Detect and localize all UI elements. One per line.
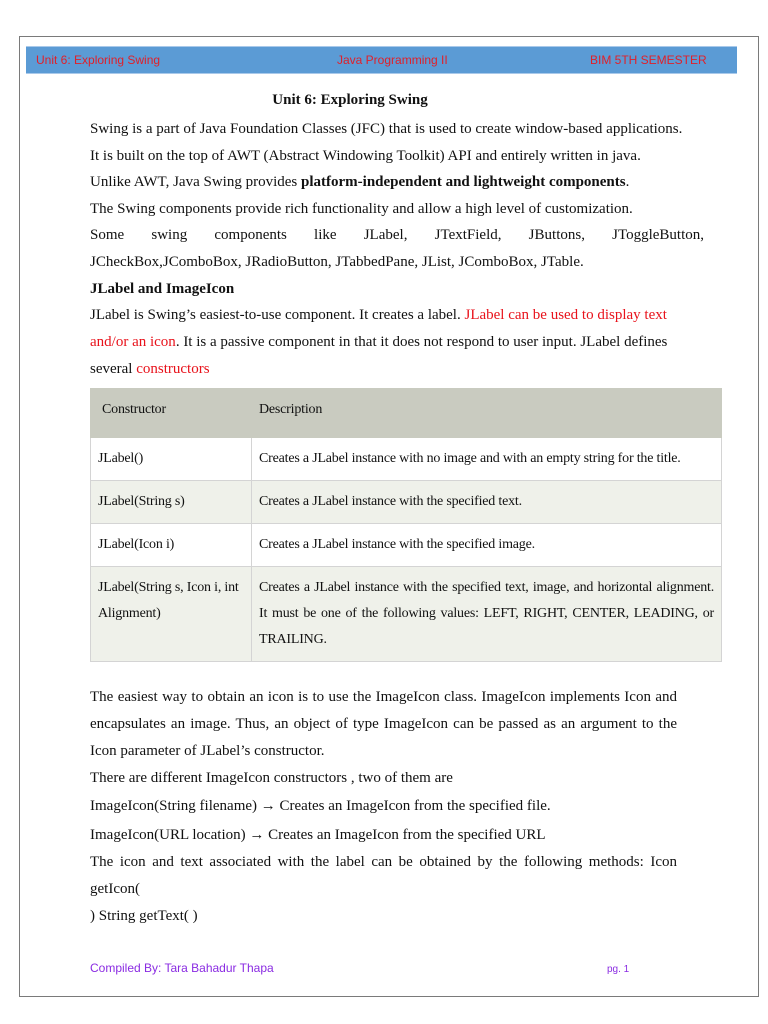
paragraph-line: [90, 360, 677, 378]
description-cell: Creates a JLabel instance with the specified text.: [252, 481, 722, 524]
document-title: Unit 6: Exploring Swing: [272, 92, 428, 108]
footer-page-number: pg. 1: [607, 964, 630, 975]
description-cell: Creates a JLabel instance with no image and with an empty string for the title.: [252, 438, 722, 481]
paragraph-line: The Swing components provide rich functionality and allow a high level of customization.: [90, 201, 633, 217]
paragraph-line: ImageIcon(String filename) → Creates an ImageIcon from the specified file.: [90, 798, 551, 814]
text: several: [90, 361, 137, 377]
header-cell: Description: [252, 389, 722, 438]
table-and-following-text: [90, 388, 722, 930]
highlight-text: constructors: [136, 361, 210, 377]
table-row: [91, 438, 722, 481]
following-paragraphs: [90, 684, 677, 930]
text: .: [625, 174, 630, 190]
description-cell: Creates a JLabel instance with the specified image.: [252, 524, 722, 567]
constructor-cell: JLabel(String s): [91, 481, 252, 524]
constructor-cell: JLabel(): [91, 438, 252, 481]
paragraph-line: [90, 173, 677, 191]
header-course: Java Programming II: [337, 53, 448, 67]
highlight-text: JLabel can be used to display text: [464, 307, 667, 323]
paragraph-line: ImageIcon(URL location) → Creates an ImageIcon from the specified URL: [90, 827, 546, 843]
text: Unlike AWT, Java Swing provides: [90, 174, 301, 190]
paragraph-line: JCheckBox,JComboBox, JRadioButton, JTabbedPane, JList, JComboBox, JTable.: [90, 254, 584, 270]
paragraph-line: encapsulates an image. Thus, an object of type ImageIcon can be passed as an argument to the: [90, 716, 677, 732]
constructor-table: [90, 388, 722, 662]
description-cell: Creates a JLabel instance with the specified text, image, and horizontal alignment. It must be one of the following values: LEFT, RIGHT, CENTER, LEADING, or TRAILING.: [252, 567, 722, 662]
page-header-bar: [26, 46, 737, 74]
paragraph-line: There are different ImageIcon constructors , two of them are: [90, 770, 453, 786]
footer-author: Compiled By: Tara Bahadur Thapa: [90, 961, 274, 975]
paragraph-line: Icon parameter of JLabel’s constructor.: [90, 743, 325, 759]
table-header-row: [91, 389, 722, 438]
text: JLabel is Swing’s easiest-to-use component. It creates a label.: [90, 307, 465, 323]
constructor-cell: JLabel(String s, Icon i, int Alignment): [91, 567, 252, 662]
paragraph-line: [90, 306, 677, 324]
header-unit: Unit 6: Exploring Swing: [36, 53, 161, 67]
header-semester: BIM 5TH SEMESTER: [590, 53, 707, 67]
text: . It is a passive component in that it does not respond to user input. JLabel defines: [175, 334, 668, 350]
constructor-cell: JLabel(Icon i): [91, 524, 252, 567]
table-row: [91, 567, 722, 662]
paragraph-line: ) String getText( ): [90, 908, 198, 924]
paragraph-line: The easiest way to obtain an icon is to use the ImageIcon class. ImageIcon implements Icon and: [90, 689, 677, 705]
paragraph-line: The icon and text associated with the label can be obtained by the following methods: Icon getIcon(: [90, 854, 677, 897]
highlight-text: and/or an icon: [90, 334, 176, 350]
paragraph-line: [90, 333, 677, 351]
paragraph-line: Swing is a part of Java Foundation Classes (JFC) that is used to create window-based applications.: [90, 121, 683, 137]
header-cell: Constructor: [91, 389, 252, 438]
paragraph-line: Some swing components like JLabel, JTextField, JButtons, JToggleButton,: [90, 227, 704, 243]
bold-text: platform-independent and lightweight components: [301, 174, 626, 190]
section-heading: JLabel and ImageIcon: [90, 281, 235, 297]
paragraph-line: It is built on the top of AWT (Abstract Windowing Toolkit) API and entirely written in java.: [90, 148, 641, 164]
table-row: [91, 481, 722, 524]
table-row: [91, 524, 722, 567]
